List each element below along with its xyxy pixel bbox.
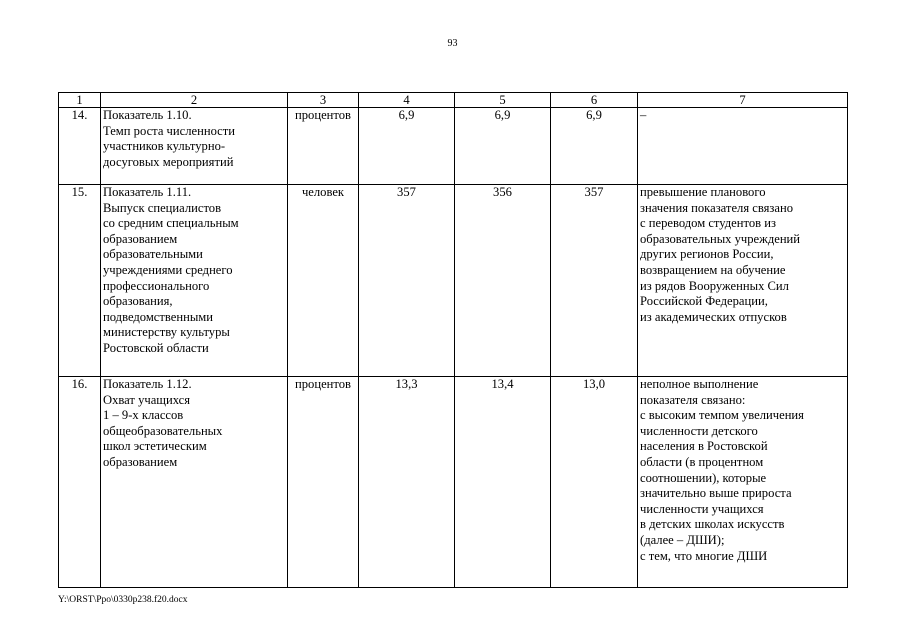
indicator-cell-line: Показатель 1.12. — [103, 377, 192, 391]
column-header: 2 — [101, 93, 288, 108]
indicator-cell-line: участников культурно- — [103, 139, 226, 154]
column-header: 5 — [455, 93, 551, 108]
note-cell-line: численности учащихся — [640, 501, 764, 516]
note-cell-line: неполное выполнение — [640, 377, 759, 391]
value-cell: 357 — [359, 185, 455, 377]
value-cell: 13,0 — [551, 377, 638, 588]
row-number-cell: 15. — [59, 185, 101, 377]
indicator-cell-line: Ростовской области — [103, 340, 209, 355]
indicator-cell-line: общеобразовательных — [103, 423, 223, 438]
note-cell-line: населения в Ростовской — [640, 439, 768, 454]
indicator-cell-line: образованием — [103, 454, 178, 469]
indicator-cell-line: Охват учащихся — [103, 392, 191, 407]
unit-cell: процентов — [288, 377, 359, 588]
note-cell-line: Российской Федерации, — [640, 294, 768, 309]
note-cell-line: значительно выше прироста — [640, 486, 792, 501]
note-cell-line: других регионов России, — [640, 247, 774, 262]
note-cell — [638, 108, 848, 185]
column-header: 4 — [359, 93, 455, 108]
note-cell-line: с тем, что многие ДШИ — [640, 548, 768, 563]
table-row — [59, 377, 848, 588]
indicator-cell-line: подведомственными — [103, 309, 214, 324]
value-cell: 357 — [551, 185, 638, 377]
indicator-cell-line: Показатель 1.11. — [103, 185, 192, 199]
indicator-cell-line: Темп роста численности — [103, 123, 236, 138]
value-cell: 356 — [455, 185, 551, 377]
indicator-cell-line: профессионального — [103, 278, 210, 293]
report-table — [58, 92, 848, 588]
column-header: 1 — [59, 93, 101, 108]
note-cell-line: из академических отпусков — [640, 309, 787, 324]
row-number-cell: 16. — [59, 377, 101, 588]
value-cell: 6,9 — [359, 108, 455, 185]
indicator-cell-line: образовательными — [103, 247, 203, 262]
indicator-cell-line: Показатель 1.10. — [103, 108, 192, 122]
note-cell-line: (далее – ДШИ); — [640, 532, 725, 547]
column-header: 7 — [638, 93, 848, 108]
note-cell — [638, 185, 848, 377]
column-header: 3 — [288, 93, 359, 108]
indicator-cell-line: образованием — [103, 231, 178, 246]
indicator-cell — [101, 185, 288, 377]
note-cell-line: – — [640, 108, 647, 122]
note-cell-line: возвращением на обучение — [640, 262, 786, 277]
indicator-cell — [101, 108, 288, 185]
note-cell-line: показателя связано: — [640, 392, 746, 407]
indicator-cell-line: министерству культуры — [103, 325, 230, 340]
table-row — [59, 108, 848, 185]
note-cell-line: с переводом студентов из — [640, 216, 776, 231]
indicator-cell-line: учреждениями среднего — [103, 262, 233, 277]
page-number: 93 — [447, 38, 458, 49]
note-cell-line: соотношении), которые — [640, 470, 767, 485]
value-cell: 6,9 — [455, 108, 551, 185]
value-cell: 13,3 — [359, 377, 455, 588]
indicator-cell-line: со средним специальным — [103, 216, 239, 231]
note-cell-line: с высоким темпом увеличения — [640, 408, 804, 423]
note-cell-line: образовательных учреждений — [640, 231, 801, 246]
unit-cell: процентов — [288, 108, 359, 185]
note-cell-line: превышение планового — [640, 185, 766, 199]
file-path-footer: Y:\ORST\Ppo\0330p238.f20.docx — [58, 595, 188, 605]
note-cell-line: значения показателя связано — [640, 200, 794, 215]
indicator-cell — [101, 377, 288, 588]
table-row — [59, 185, 848, 377]
note-cell-line: численности детского — [640, 423, 758, 438]
value-cell: 13,4 — [455, 377, 551, 588]
column-header: 6 — [551, 93, 638, 108]
indicator-cell-line: образования, — [103, 294, 173, 309]
unit-cell: человек — [288, 185, 359, 377]
note-cell-line: в детских школах искусств — [640, 517, 785, 532]
indicator-cell-line: школ эстетическим — [103, 439, 207, 454]
row-number-cell: 14. — [59, 108, 101, 185]
note-cell — [638, 377, 848, 588]
table-header-row — [59, 93, 848, 108]
indicator-cell-line: досуговых мероприятий — [103, 154, 234, 169]
indicator-cell-line: Выпуск специалистов — [103, 200, 222, 215]
note-cell-line: из рядов Вооруженных Сил — [640, 278, 789, 293]
note-cell-line: области (в процентном — [640, 454, 764, 469]
indicator-cell-line: 1 – 9-х классов — [103, 408, 184, 423]
value-cell: 6,9 — [551, 108, 638, 185]
